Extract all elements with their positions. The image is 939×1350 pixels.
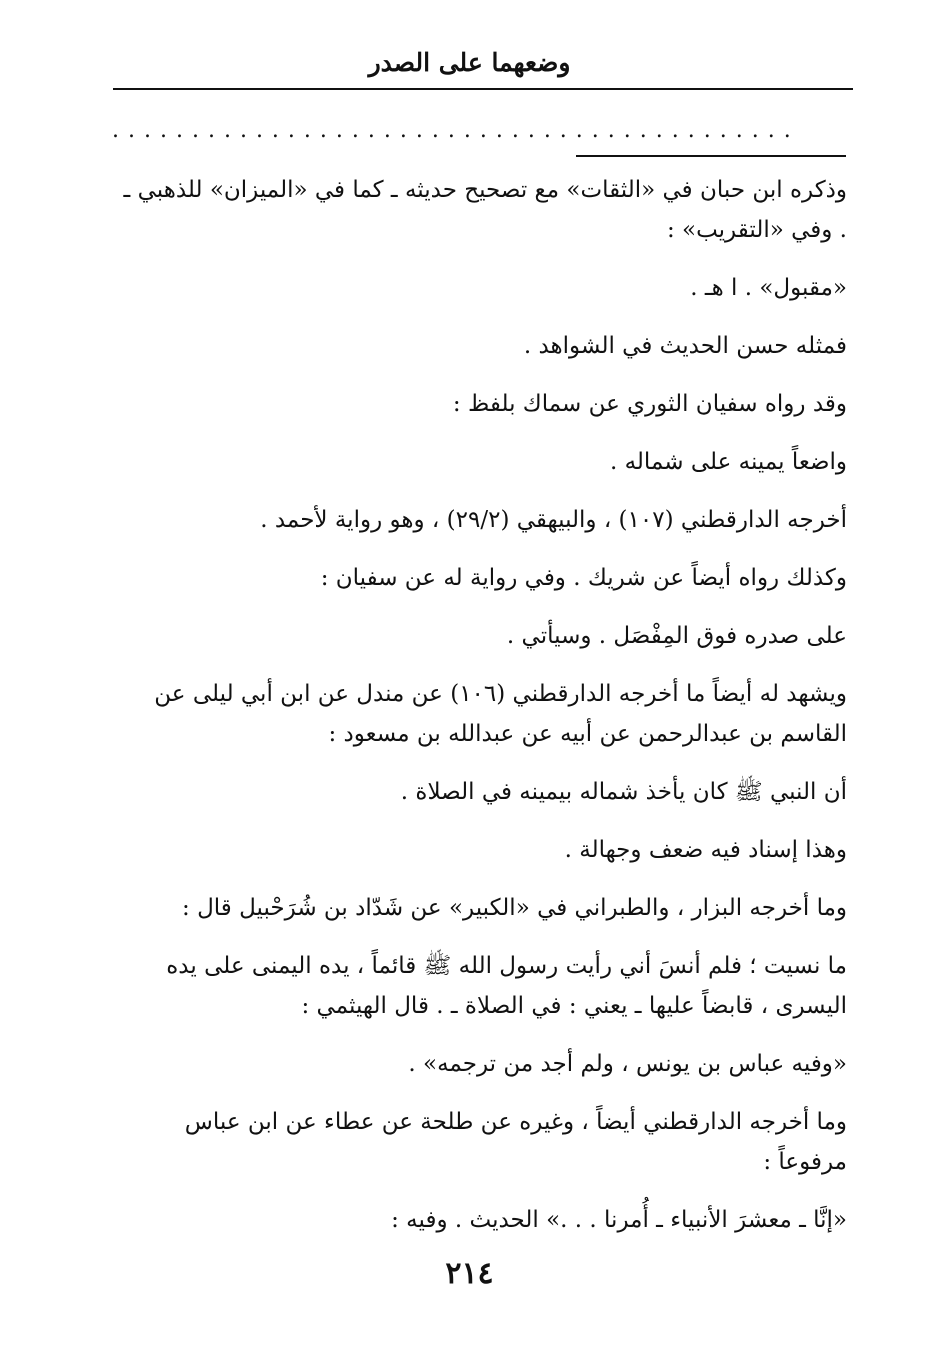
paragraph: ويشهد له أيضاً ما أخرجه الدارقطني (١٠٦) عن مندل عن ابن أبي ليلى عن القاسم بن عبدالرحمن عن أبيه عن عبدالله بن مسعود : bbox=[154, 681, 847, 747]
paragraph: أخرجه الدارقطني (١٠٧) ، والبيهقي (٢٩/٢) ، وهو رواية لأحمد . bbox=[260, 507, 847, 533]
page-number: ٢١٤ bbox=[445, 1256, 494, 1291]
paragraph: أن النبي ﷺ كان يأخذ شماله بيمينه في الصلاة . bbox=[400, 779, 847, 805]
paragraph: وذكره ابن حبان في «الثقات» مع تصحيح حديثه ـ كما في «الميزان» للذهبي ـ . وفي «التقريب» : bbox=[123, 177, 847, 243]
paragraph: فمثله حسن الحديث في الشواهد . bbox=[523, 333, 847, 359]
dotted-separator: ........................................... bbox=[112, 118, 800, 143]
header-divider bbox=[113, 88, 853, 90]
paragraph: وما أخرجه الدارقطني أيضاً ، وغيره عن طلحة عن عطاء عن ابن عباس مرفوعاً : bbox=[184, 1109, 847, 1175]
footnote-divider bbox=[576, 155, 846, 157]
paragraph: «مقبول» . ا هـ . bbox=[690, 275, 847, 301]
paragraph: ما نسيت ؛ فلم أنسَ أني رأيت رسول الله ﷺ قائماً ، يده اليمنى على يده اليسرى ، قابضاً عليها ـ يعني : في الصلاة ـ . قال الهيثمي : bbox=[166, 953, 847, 1019]
paragraph: وقد رواه سفيان الثوري عن سماك بلفظ : bbox=[452, 391, 847, 417]
body-text bbox=[112, 170, 847, 1258]
paragraph: وكذلك رواه أيضاً عن شريك . وفي رواية له عن سفيان : bbox=[320, 565, 847, 591]
paragraph: «إنَّا ـ معشرَ الأنبياء ـ أُمرنا . . .» الحديث . وفيه : bbox=[391, 1207, 847, 1233]
paragraph: وهذا إسناد فيه ضعف وجهالة . bbox=[564, 837, 847, 863]
paragraph: «وفيه عباس بن يونس ، ولم أجد من ترجمه» . bbox=[408, 1051, 847, 1077]
paragraph: وما أخرجه البزار ، والطبراني في «الكبير» عن شَدّاد بن شُرَحْبيل قال : bbox=[182, 895, 847, 921]
paragraph: واضعاً يمينه على شماله . bbox=[609, 449, 847, 475]
page-header-title: وضعهما على الصدر bbox=[368, 48, 571, 77]
paragraph: على صدره فوق المِفْصَل . وسيأتي . bbox=[506, 623, 847, 649]
